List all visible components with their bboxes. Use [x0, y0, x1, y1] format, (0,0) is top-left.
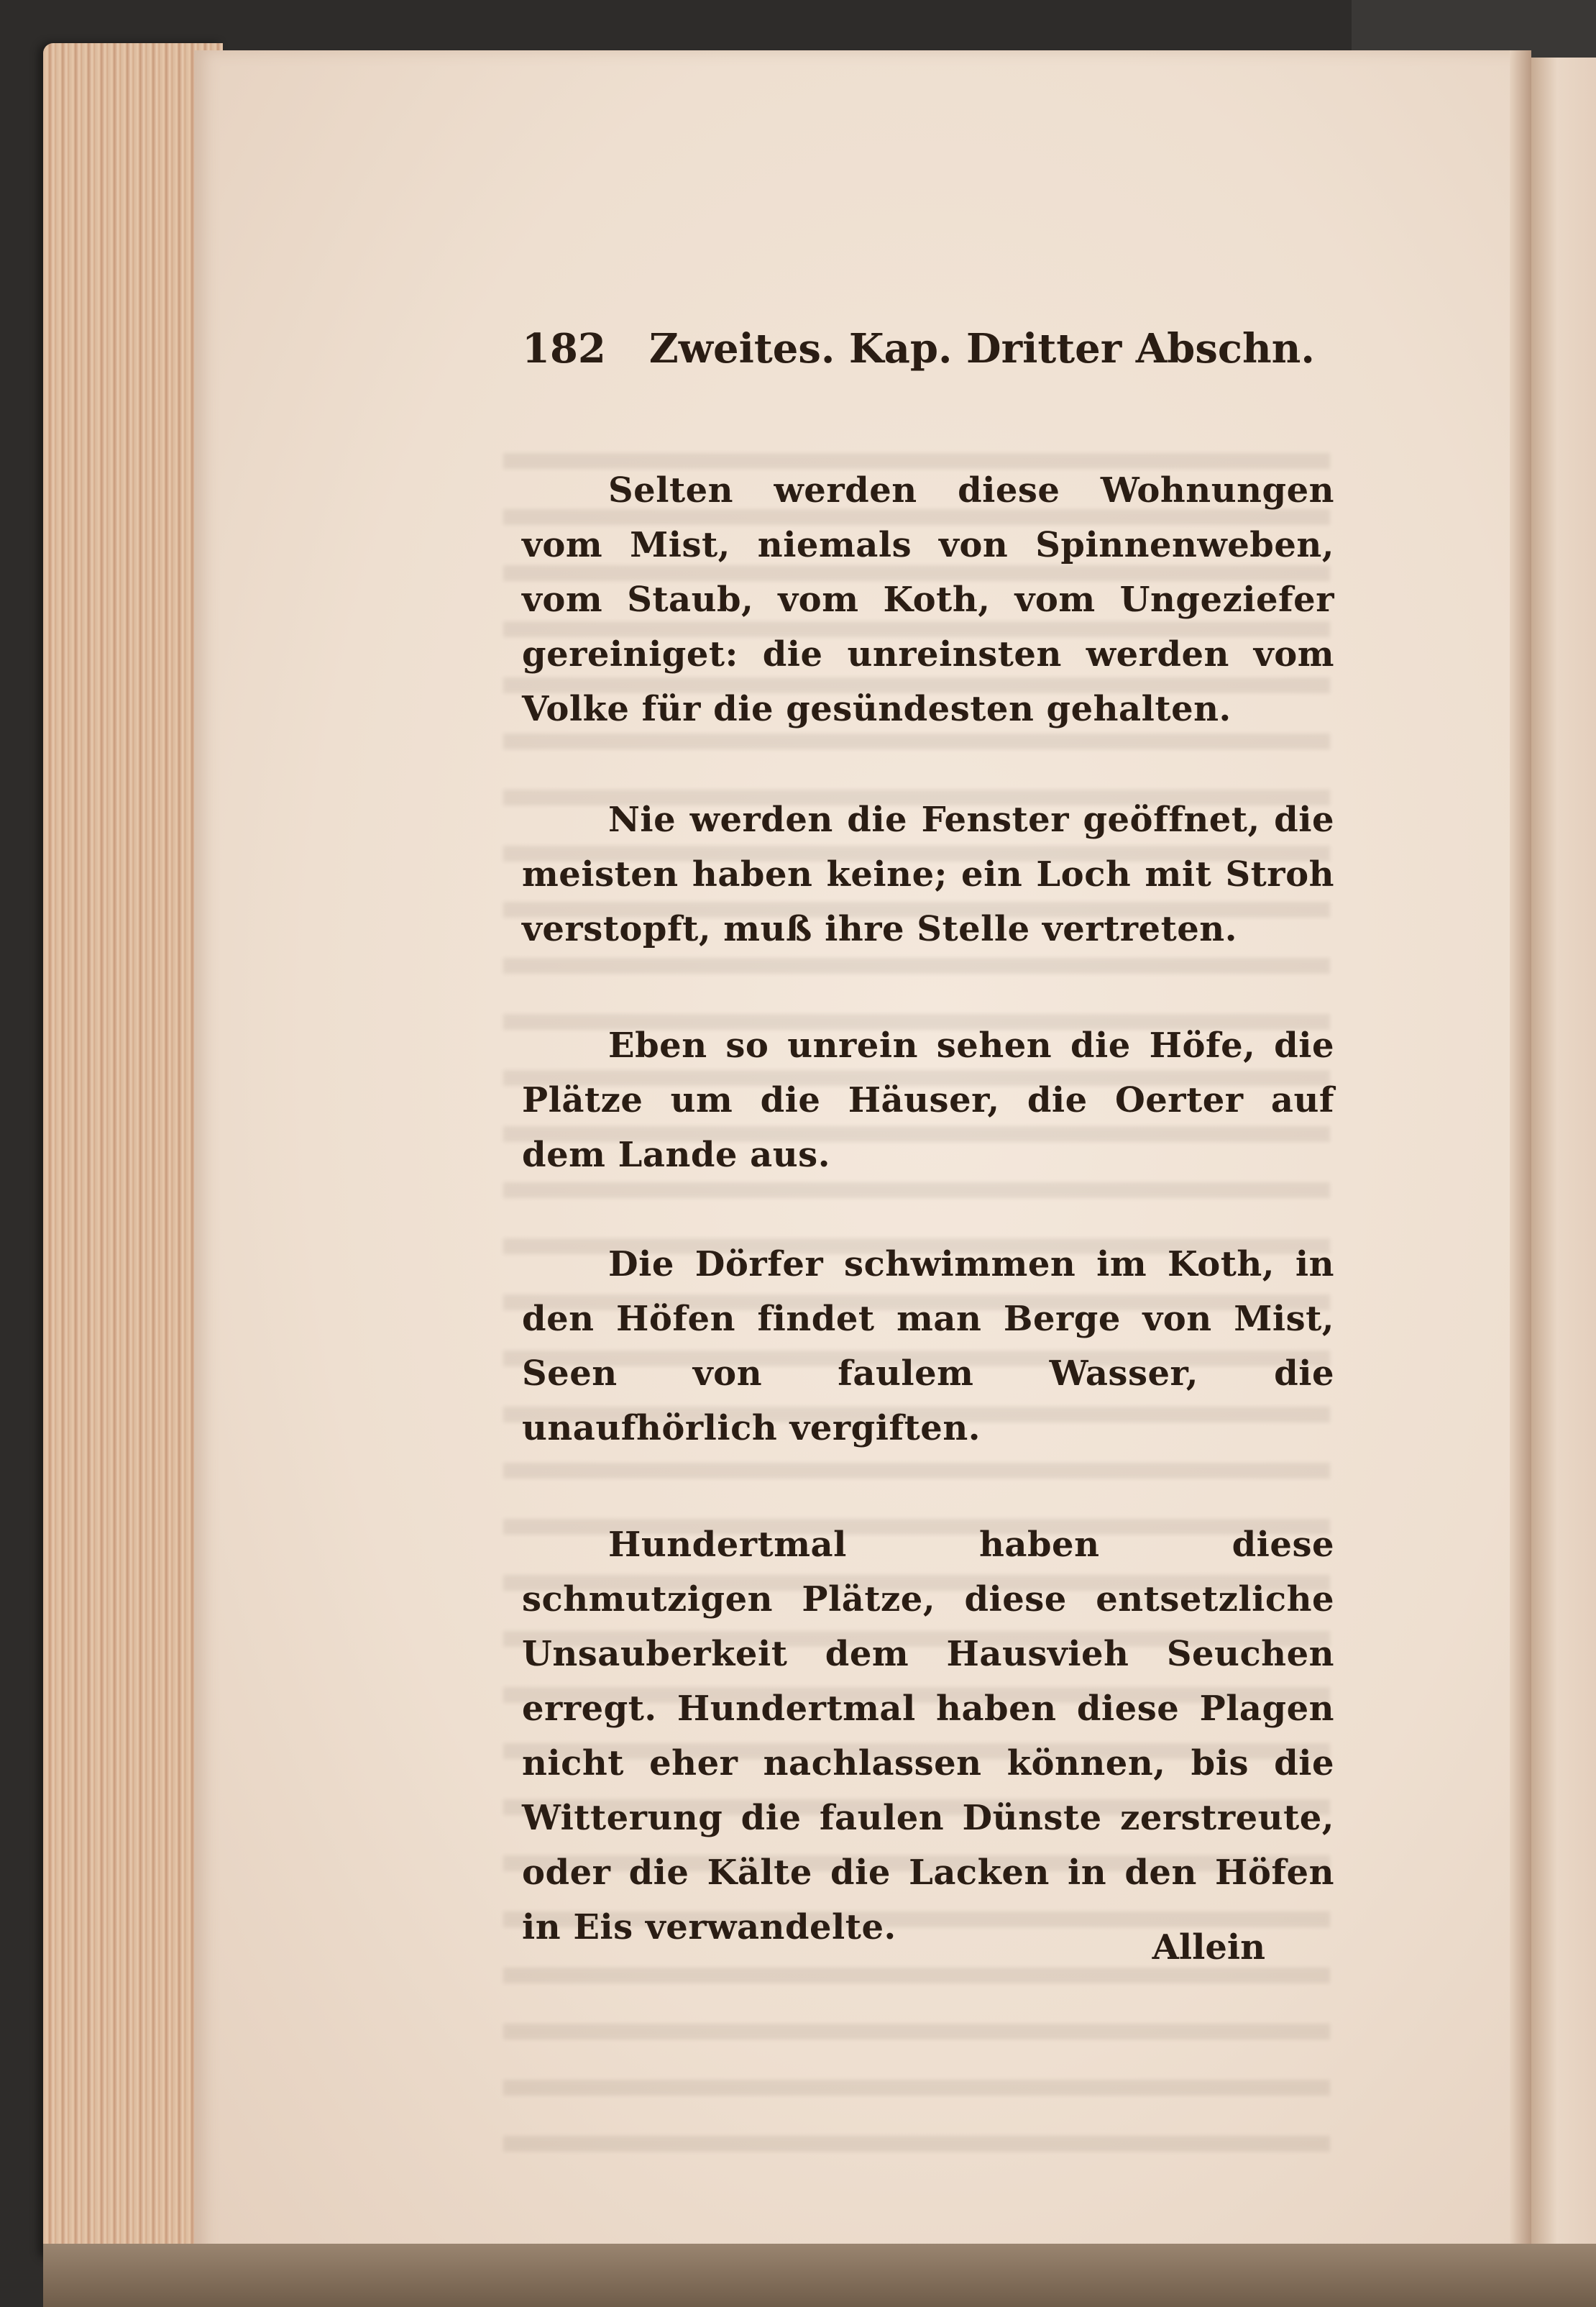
book-bottom-edge — [43, 2244, 1596, 2307]
paragraph-4: Die Dörfer schwimmen im Koth, in den Höfen findet man Berge von Mist, Seen von faulem Wasser, die unaufhörlich vergiften. — [522, 1244, 1334, 1448]
running-head-title: Zweites. Kap. Dritter Abschn. — [648, 325, 1315, 373]
running-header — [522, 316, 1334, 381]
paragraph-1: Selten werden diese Wohnungen vom Mist, niemals von Spinnenweben, vom Staub, vom Koth, vom Ungeziefer gereiniget: die unreinsten werden vom Volke für die gesündesten gehalten. — [522, 470, 1334, 729]
paragraph-5: Hundertmal haben diese schmutzigen Plätze, diese entsetzliche Unsauberkeit dem Hausvieh Seuchen erregt. Hundertmal haben diese Plagen nicht eher nachlassen können, bis die Witterung die faulen Dünste zerstreute, oder die Kälte die Lacken in den Höfen in Eis verwandelte. — [522, 1525, 1334, 1947]
page-number: 182 — [522, 325, 606, 373]
book-gutter — [1510, 50, 1531, 2251]
paragraph-3: Eben so unrein sehen die Höfe, die Plätze um die Häuser, die Oerter auf dem Lande aus. — [522, 1025, 1334, 1175]
paragraph-2: Nie werden die Fenster geöffnet, die meisten haben keine; ein Loch mit Stroh verstopft, muß ihre Stelle vertreten. — [522, 800, 1334, 949]
catchword: Allein — [1152, 1927, 1265, 1968]
adjacent-page — [1531, 58, 1596, 2251]
